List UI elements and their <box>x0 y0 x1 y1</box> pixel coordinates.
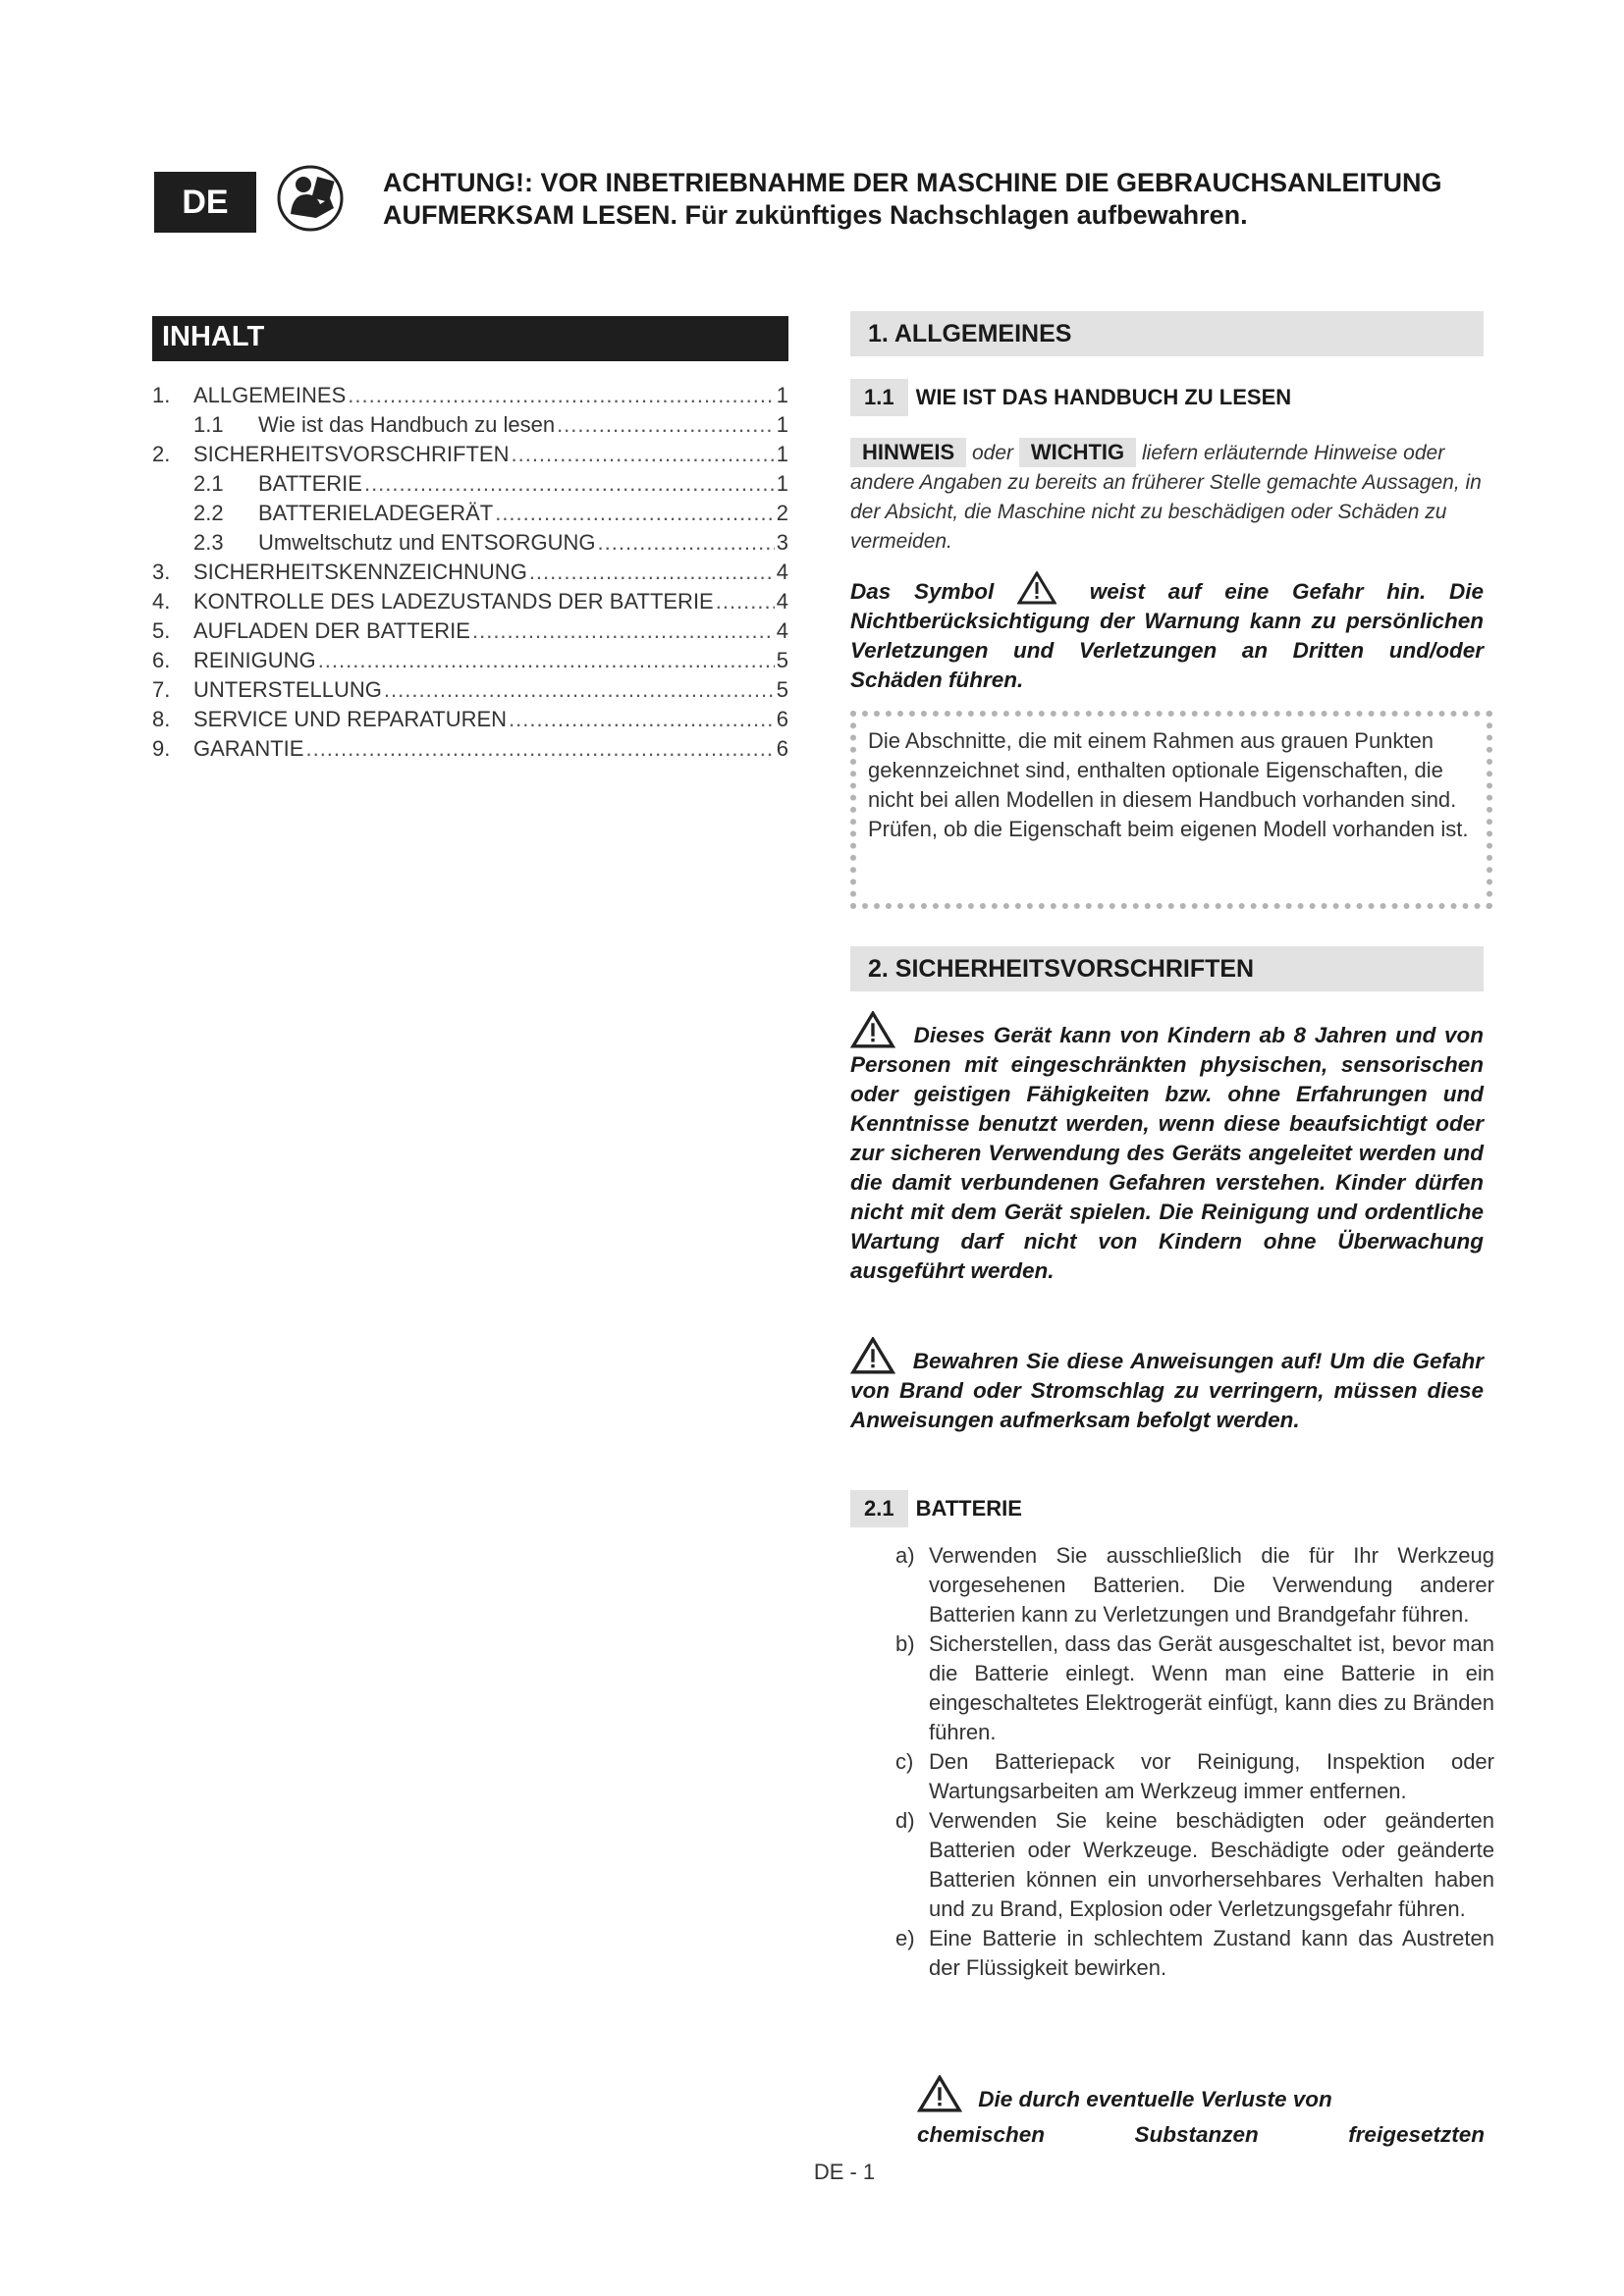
toc-item[interactable] <box>152 528 788 558</box>
list-item-letter: b) <box>895 1631 915 1656</box>
toc-item[interactable] <box>152 587 788 616</box>
toc-leader <box>318 646 775 675</box>
warning-triangle-icon <box>917 2075 962 2112</box>
warning-header-line1: ACHTUNG!: VOR INBETRIEBNAHME DER MASCHINE DIE GEBRAUCHSANLEITUNG <box>383 168 1442 197</box>
warning-keep-instructions-text: Bewahren Sie diese Anweisungen auf! Um die Gefahr von Brand oder Stromschlag zu verringern, müssen diese Anweisungen aufmerksam befolgt werden. <box>850 1349 1484 1432</box>
toc-item-page: 4 <box>776 589 788 614</box>
toc-item-label: SICHERHEITSKENNZEICHNUNG <box>193 560 527 584</box>
chemical-warning-line1 <box>917 2075 1485 2117</box>
toc-item[interactable] <box>152 734 788 764</box>
toc-leader <box>305 734 774 764</box>
note-connector: oder <box>971 442 1013 464</box>
list-item <box>895 1924 1494 1983</box>
toc-leader <box>557 410 775 440</box>
toc-item[interactable] <box>152 410 788 440</box>
list-item-letter: e) <box>895 1926 915 1950</box>
toc-list <box>152 381 788 764</box>
list-item-letter: d) <box>895 1808 915 1833</box>
toc-item-page: 1 <box>776 442 788 466</box>
toc-item-label: AUFLADEN DER BATTERIE <box>193 618 470 643</box>
toc-leader <box>716 587 775 616</box>
subsection-1-1-heading <box>850 379 1291 416</box>
toc-leader <box>598 528 775 558</box>
warning-triangle-icon <box>850 1337 895 1374</box>
toc-item[interactable] <box>152 469 788 499</box>
subsection-number: 1.1 <box>850 379 908 416</box>
list-item <box>895 1806 1494 1924</box>
symbol-paragraph <box>850 571 1484 695</box>
toc-title: INHALT <box>152 316 788 361</box>
toc-leader <box>384 675 775 705</box>
warning-header-line2: AUFMERKSAM LESEN. Für zukünftiges Nachschlagen aufbewahren. <box>383 200 1248 230</box>
chemical-warning-word: chemischen <box>917 2122 1046 2147</box>
list-item-text: Verwenden Sie ausschließlich die für Ihr Werkzeug vorgesehenen Batterien. Die Verwendung anderer Batterien kann zu Verletzungen und Brandgefahr führen. <box>929 1543 1494 1627</box>
optional-features-text: Die Abschnitte, die mit einem Rahmen aus grauen Punkten gekennzeichnet sind, enthalten optionale Eigenschaften, die nicht bei allen Modellen in diesem Handbuch vorhanden sind. Prüfen, ob die Eigenschaft beim eigenen Modell vorhanden ist. <box>868 728 1469 841</box>
toc-item-number: 7. <box>152 677 171 702</box>
list-item <box>895 1747 1494 1806</box>
symbol-text: weist auf eine Gefahr hin. Die Nichtberücksichtigung der Warnung kann zu persönlichen Verletzungen und Verletzungen an Dritten und/oder Schäden führen. <box>850 579 1484 692</box>
toc-item[interactable] <box>152 381 788 410</box>
page-number: DE - 1 <box>813 2160 876 2184</box>
toc-item-label: BATTERIELADEGERÄT <box>258 501 494 525</box>
toc-item-page: 1 <box>776 471 788 496</box>
toc-item-page: 4 <box>776 618 788 643</box>
toc-item-number: 1.1 <box>193 412 224 437</box>
toc-item-page: 6 <box>776 736 788 761</box>
toc-item-page: 1 <box>776 383 788 407</box>
subsection-number: 2.1 <box>850 1490 908 1527</box>
toc-item-number: 5. <box>152 618 171 643</box>
chemical-warning-word: freigesetzten <box>1348 2122 1485 2147</box>
subsection-title: BATTERIE <box>915 1496 1022 1521</box>
battery-rules-list <box>895 1541 1494 1983</box>
toc-item-label: GARANTIE <box>193 736 304 761</box>
toc-item-label: KONTROLLE DES LADEZUSTANDS DER BATTERIE <box>193 589 714 614</box>
toc-leader <box>529 558 775 587</box>
warning-keep-instructions-paragraph <box>850 1337 1484 1435</box>
toc-item-number: 9. <box>152 736 171 761</box>
toc-item-label: ALLGEMEINES <box>193 383 347 407</box>
toc-item-page: 5 <box>776 648 788 672</box>
toc-item-label: UNTERSTELLUNG <box>193 677 382 702</box>
toc-item-label: REINIGUNG <box>193 648 316 672</box>
toc-item[interactable] <box>152 440 788 469</box>
list-item-text: Sicherstellen, dass das Gerät ausgeschaltet ist, bevor man die Batterie einlegt. Wenn man eine Batterie in ein eingeschaltetes Elektrogerät einfügt, kann dies zu Bränden führen. <box>929 1631 1494 1744</box>
toc-leader <box>509 705 775 734</box>
warning-triangle-icon <box>850 1011 895 1048</box>
toc-item-number: 8. <box>152 707 171 731</box>
toc-item-number: 2.3 <box>193 530 224 555</box>
toc-item-number: 2.2 <box>193 501 224 525</box>
toc-item-label: BATTERIE <box>258 471 362 496</box>
wichtig-tag: WICHTIG <box>1019 438 1136 467</box>
toc-leader <box>364 469 775 499</box>
chemical-warning-paragraph <box>917 2075 1485 2153</box>
toc-item-page: 6 <box>776 707 788 731</box>
chemical-warning-word: Substanzen <box>1134 2122 1259 2147</box>
toc-leader <box>348 381 774 410</box>
language-badge: DE <box>154 172 256 233</box>
subsection-title: WIE IST DAS HANDBUCH ZU LESEN <box>915 385 1292 409</box>
toc-item-page: 5 <box>776 677 788 702</box>
toc-item-label: SERVICE UND REPARATUREN <box>193 707 508 731</box>
toc-item-page: 4 <box>776 560 788 584</box>
toc-item-label: Umweltschutz und ENTSORGUNG <box>258 530 596 555</box>
list-item-letter: c) <box>895 1749 914 1774</box>
toc-leader <box>495 499 775 528</box>
toc-item-page: 2 <box>776 501 788 525</box>
toc-item-label: SICHERHEITSVORSCHRIFTEN <box>193 442 510 466</box>
toc-item-number: 4. <box>152 589 171 614</box>
symbol-prefix: Das Symbol <box>850 579 995 604</box>
optional-features-box <box>850 711 1492 909</box>
toc-item-number: 3. <box>152 560 171 584</box>
toc-item[interactable] <box>152 558 788 587</box>
list-item-text: Eine Batterie in schlechtem Zustand kann das Austreten der Flüssigkeit bewirken. <box>929 1926 1494 1980</box>
warning-header <box>383 167 1512 232</box>
toc-item-number: 1. <box>152 383 171 407</box>
subsection-2-1-heading <box>850 1490 1022 1527</box>
list-item <box>895 1541 1494 1629</box>
toc-item-number: 6. <box>152 648 171 672</box>
toc-item-number: 2.1 <box>193 471 224 496</box>
toc-item[interactable] <box>152 646 788 675</box>
note-paragraph <box>850 438 1484 557</box>
toc-leader <box>511 440 774 469</box>
list-item-text: Den Batteriepack vor Reinigung, Inspektion oder Wartungsarbeiten am Werkzeug immer entfernen. <box>929 1749 1494 1803</box>
chemical-warning-line2 <box>917 2117 1485 2153</box>
toc-item-page: 1 <box>776 412 788 437</box>
toc-item[interactable] <box>152 705 788 734</box>
toc-item[interactable] <box>152 675 788 705</box>
toc-item-page: 3 <box>776 530 788 555</box>
warning-children-paragraph <box>850 1011 1484 1286</box>
list-item-text: Verwenden Sie keine beschädigten oder geänderten Batterien oder Werkzeuge. Beschädigte oder geänderte Batterien können ein unvorhersehbares Verhalten haben und zu Brand, Explosion oder Verletzungsgefahr führen. <box>929 1808 1494 1921</box>
section-2-heading: 2. SICHERHEITSVORSCHRIFTEN <box>850 946 1484 991</box>
section-1-heading: 1. ALLGEMEINES <box>850 311 1484 356</box>
note-text: liefern erläuternde Hinweise oder andere Angaben zu bereits an früherer Stelle gemachte Aussagen, in der Absicht, die Maschine nicht zu beschädigen oder Schäden zu vermeiden. <box>850 442 1482 553</box>
toc-item[interactable] <box>152 616 788 646</box>
list-item <box>895 1629 1494 1747</box>
toc-item[interactable] <box>152 499 788 528</box>
toc-item-label: Wie ist das Handbuch zu lesen <box>258 412 556 437</box>
toc-leader <box>472 616 775 646</box>
read-manual-icon <box>277 165 344 232</box>
warning-children-text: Dieses Gerät kann von Kindern ab 8 Jahren und von Personen mit eingeschränkten physischen, sensorischen oder geistigen Fähigkeiten bzw. ohne Erfahrungen und Kenntnisse benutzt werden, wenn diese beaufsichtigt oder zur sicheren Verwendung des Geräts angeleitet werden und die damit verbundenen Gefahren verstehen. Kinder dürfen nicht mit dem Gerät spielen. Die Reinigung und ordentliche Wartung darf nicht von Kindern ohne Überwachung ausgeführt werden. <box>850 1023 1484 1283</box>
hinweis-tag: HINWEIS <box>850 438 966 467</box>
list-item-letter: a) <box>895 1543 915 1568</box>
chemical-warning-line1-text: Die durch eventuelle Verluste von <box>978 2087 1332 2111</box>
toc-item-number: 2. <box>152 442 171 466</box>
warning-triangle-icon <box>1017 571 1056 605</box>
